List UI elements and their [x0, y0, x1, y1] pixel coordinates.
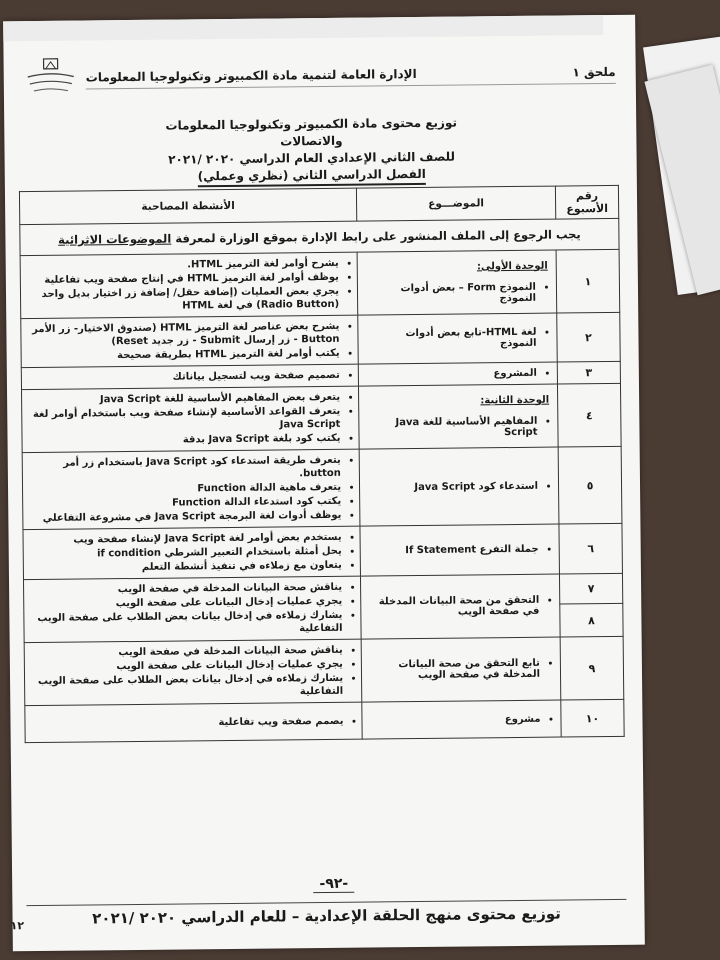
ministry-logo-icon [24, 57, 78, 102]
annex-label: ملحق ١ [572, 64, 616, 80]
title-line: للصف الثاني الإعدادي العام الدراسي ٢٠٢٠ /٢٠٢١ [168, 149, 456, 167]
header-topic: الموضـــوع [356, 186, 555, 221]
page-footer: توزيع محتوى منهج الحلقة الإعدادية – للعام الدراسي ٢٠٢٠ /٢٠٢١ [26, 899, 626, 928]
document-titles [161, 115, 462, 188]
table-row: ٢ • لغة HTML-تابع بعض أدوات النموذج • يشرح بعض عناصر لغة الترميز HTML (صندوق الاختيار- زر الأمر Button - زر إرسال Submit - زر جديد Reset) • يكتب أوامر لغة الترميز HTML بطريقة صحيحة [21, 312, 620, 367]
title-line: توزيع محتوى مادة الكمبيوتر وتكنولوجيا المعلومات والاتصالات [165, 115, 458, 149]
table-row: ٤ الوحدة الثانية: • المفاهيم الأساسية للغة Java Script • يتعرف بعض المفاهيم الأساسية للغة Java Script • يتعرف القواعد الأساسية لإنشاء صفحة ويب باستخدام أوامر لغة Java Script • يكتب كود بلغة Java Script بدقة [22, 383, 622, 452]
page-header [86, 65, 616, 90]
reference-emphasis: الموضوعات الاثرائية [58, 231, 172, 247]
table-row: ٧ • التحقق من صحة البيانات المدخلة في صفحة الويب • يناقش صحة البيانات المدخلة في صفحة الويب • يجري عمليات إدخال البيانات على صفحة الويب • يشارك زملاءه في إدخال بيانات بعض الطلاب على صفحة الويب التفاعلية [23, 573, 622, 609]
page-number: -٩٢- [313, 876, 354, 893]
table-row: ١٠ • مشروع • يصمم صفحة ويب تفاعلية [25, 699, 624, 742]
department-name: الإدارة العامة لتنمية مادة الكمبيوتر وتكنولوجيا المعلومات [85, 67, 417, 85]
table-row: ٩ • تابع التحقق من صحة البيانات المدخلة في صفحة الويب • يناقش صحة البيانات المدخلة في صفحة الويب • يجري عمليات إدخال البيانات على صفحة الويب • يشارك زملاءه في إدخال بيانات بعض الطلاب على صفحة الويب التفاعلية [24, 636, 624, 705]
side-page-number: ١٢ [10, 919, 25, 933]
semester-title: الفصل الدراسي الثاني (نظري وعملي) [198, 166, 426, 187]
table-row: ٦ • جملة التفرع If Statement • يستخدم بعض أوامر لغة Java Script لإنشاء صفحة ويب • يحل أمثلة باستخدام التعبير الشرطي if condition • يتعاون مع زملاءه في تنفيذ أنشطة التعلم [23, 523, 622, 579]
header-week: رقم الأسبوع [555, 185, 618, 219]
table-row: ٣ • المشروع • تصميم صفحة ويب لتسجيل بياناتك [21, 361, 620, 389]
table-row: ١ الوحدة الأولى: • النموذج Form – بعض أدوات النموذج • يشرح أوامر لغة الترميز HTML. • يوظف أوامر لغة الترميز HTML في إنتاج صفحة ويب تفاعلية • يجري بعض العمليات (إضافة حقل/ إضافة زر اختيار بديل واحد (Radio Button) في لغة HTML [20, 249, 620, 318]
unit-label: الوحدة الثانية: [480, 394, 550, 406]
header-activities: الأنشطة المصاحبة [19, 188, 356, 225]
reference-note: يجب الرجوع إلى الملف المنشور على رابط الإدارة بموقع الوزارة لمعرفة الموضوعات الاثرائية [20, 218, 619, 255]
document-page [3, 15, 645, 952]
unit-label: الوحدة الأولى: [476, 260, 548, 272]
table-row: ٨ [24, 603, 623, 642]
previous-page-edge [3, 15, 603, 41]
curriculum-table [19, 185, 625, 743]
table-row: ٥ • استدعاء كود Java Script • يتعرف طريقة استدعاء كود Java Script باستخدام زر أمر button. • يتعرف ماهية الدالة Function • يكتب كود استدعاء الدالة Function • يوظف أدوات لغة البرمجة Java Script في مشروعة التفاعلي [22, 446, 622, 529]
